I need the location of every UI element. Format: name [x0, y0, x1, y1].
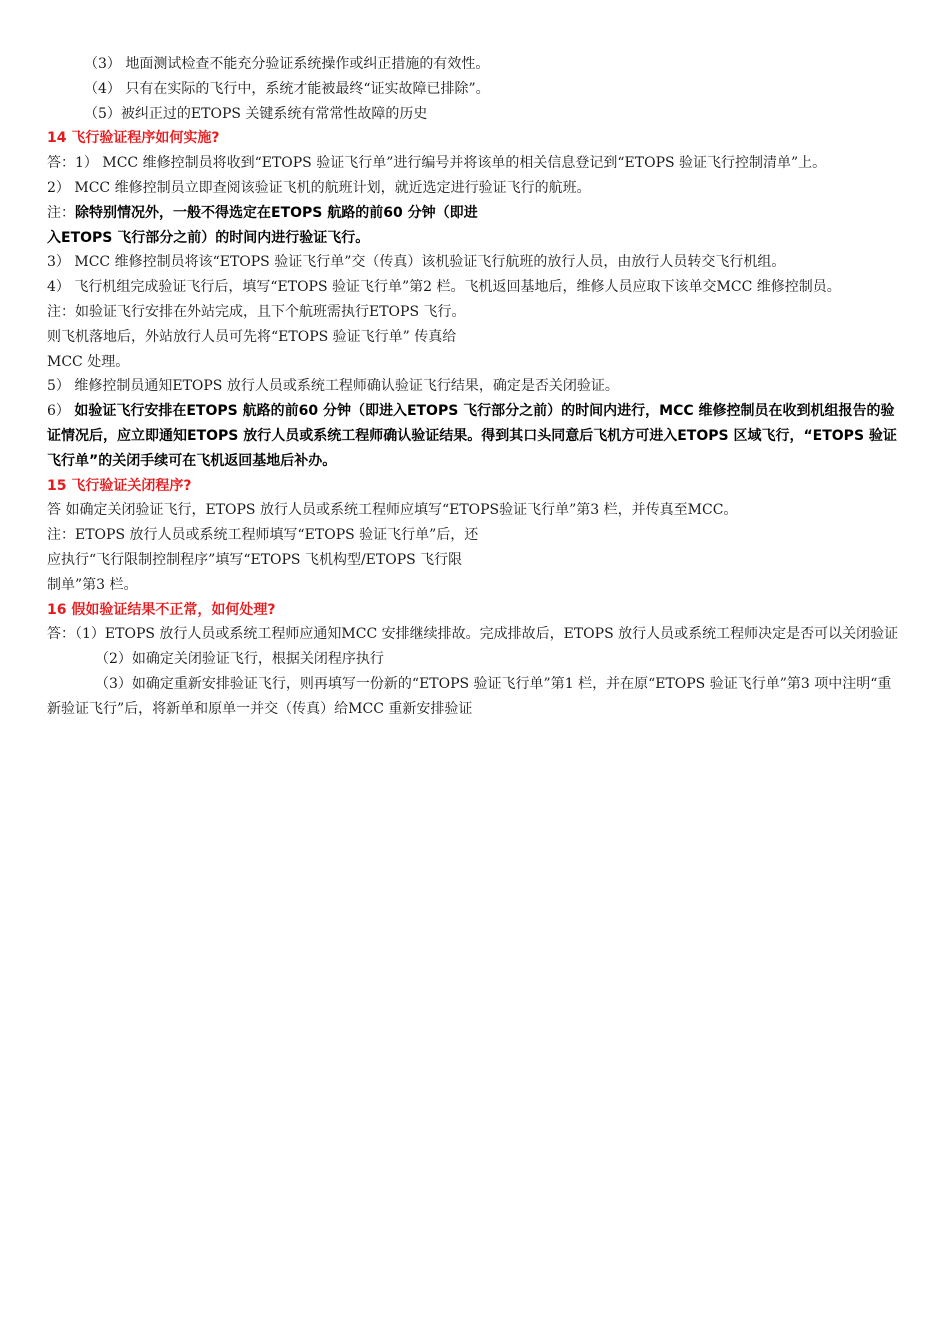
note-bold-restriction: [47, 201, 905, 226]
answer-14-step-2: 2） MCC 维修控制员立即查阅该验证飞机的航班计划，就近选定进行验证飞行的航班。: [47, 179, 591, 196]
note-outstation-1: 注：如验证飞行安排在外站完成，且下个航班需执行ETOPS 飞行。: [47, 303, 466, 320]
note-15-3: 制单”第3 栏。: [47, 576, 138, 593]
answer-16-item-1: 答：（1）ETOPS 放行人员或系统工程师应通知MCC 安排继续排故。完成排故后，ETOPS 放行人员或系统工程师决定是否可以关闭验证: [47, 626, 899, 643]
answer-16-item-3: （3）如确定重新安排验证飞行，则再填写一份新的“ETOPS 验证飞行单”第1 栏，并在原“ETOPS 验证飞行单”第3 项中注明“重新验证飞行”后，将新单和原单一并交（传真）给MCC 重新安排验证: [47, 675, 892, 717]
heading-15: 15 飞行验证关闭程序?: [47, 477, 192, 494]
note-15-2: 应执行“飞行限制控制程序”填写“ETOPS 飞机构型/ETOPS 飞行限: [47, 551, 463, 568]
note-bold-text: 除特别情况外，一般不得选定在ETOPS 航路的前60 分钟（即进: [75, 204, 478, 221]
answer-16-item-2: （2）如确定关闭验证飞行，根据关闭程序执行: [95, 651, 384, 668]
answer-14-step-4: 4） 飞行机组完成验证飞行后，填写“ETOPS 验证飞行单”第2 栏。飞机返回基地后，维修人员应取下该单交MCC 维修控制员。: [47, 279, 841, 296]
heading-16: 16 假如验证结果不正常，如何处理?: [47, 601, 276, 618]
answer-14-step-6: [47, 399, 905, 473]
answer-14-step-3: 3） MCC 维修控制员将该“ETOPS 验证飞行单”交（传真）该机验证飞行航班的放行人员，由放行人员转交飞行机组。: [47, 254, 786, 271]
step-6-bold-text: 如验证飞行安排在ETOPS 航路的前60 分钟（即进入ETOPS 飞行部分之前）的时间内进行，MCC 维修控制员在收到机组报告的验证情况后，应立即通知ETOPS 放行人员或系统工程师确认验证结果。得到其口头同意后飞机方可进入ETOPS 区域飞行，“ETOPS 验证飞行单”的关闭手续可在飞机返回基地后补办。: [47, 403, 897, 469]
note-15-1: 注：ETOPS 放行人员或系统工程师填写“ETOPS 验证飞行单”后，还: [47, 527, 479, 544]
item-4-actual-flight: （4） 只有在实际的飞行中，系统才能被最终“证实故障已排除”。: [84, 80, 490, 97]
answer-15: 答 如确定关闭验证飞行，ETOPS 放行人员或系统工程师应填写“ETOPS验证飞行单”第3 栏，并传真至MCC。: [47, 502, 738, 519]
document-page: [47, 52, 905, 722]
step-6-label: 6）: [47, 403, 75, 420]
note-outstation-3: MCC 处理。: [47, 353, 130, 370]
note-label: 注：: [47, 204, 75, 221]
answer-14-step-5: 5） 维修控制员通知ETOPS 放行人员或系统工程师确认验证飞行结果，确定是否关闭验证。: [47, 378, 619, 395]
item-5-history: （5）被纠正过的ETOPS 关键系统有常常性故障的历史: [84, 105, 428, 122]
note-bold-continued: 入ETOPS 飞行部分之前）的时间内进行验证飞行。: [47, 229, 370, 246]
heading-14: 14 飞行验证程序如何实施?: [47, 130, 220, 147]
answer-14-step-1: 答：1） MCC 维修控制员将收到“ETOPS 验证飞行单”进行编号并将该单的相关信息登记到“ETOPS 验证飞行控制清单”上。: [47, 155, 827, 172]
note-outstation-2: 则飞机落地后，外站放行人员可先将“ETOPS 验证飞行单” 传真给: [47, 328, 457, 345]
item-3-ground-test: （3） 地面测试检查不能充分验证系统操作或纠正措施的有效性。: [84, 56, 490, 72]
